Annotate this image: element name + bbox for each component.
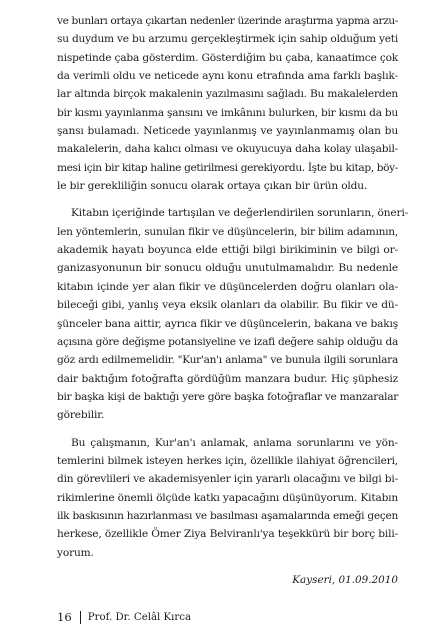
paragraph-3: [57, 434, 398, 562]
text-line: şansı bulamadı. Neticede yayınlanmış ve yayınlanmamış olan bu: [57, 125, 398, 138]
text-line: herkese, özellikle Ömer Ziya Belviranlı'ya teşekkürü bir borç bili-: [57, 528, 398, 541]
text-line: ve bunları ortaya çıkartan nedenler üzerinde araştırma yapma arzu-: [57, 15, 398, 27]
text-line: şünceler bana aittir, ayrıca fikir ve düşüncelerin, bakana ve bakış: [57, 317, 398, 330]
text-line: din görevlileri ve akademisyenler için yararlı olacağını ve bilgi bi-: [57, 473, 398, 486]
text-line: lar altında birçok makalenin yazılmasını sağladı. Bu makalelerden: [57, 88, 398, 101]
text-line: len yöntemlerin, sunulan fikir ve düşüncelerin, bir bilim adamının,: [57, 225, 398, 238]
text-line: Bu çalışmanın, Kur'an'ı anlamak, anlama sorunlarını ve yön-: [71, 436, 398, 449]
text-line: Kitabın içeriğinde tartışılan ve değerlendirilen sorunların, öneri-: [71, 207, 409, 220]
text-line: makalelerin, daha kalıcı olması ve okuyucuya daha kolay ulaşabil-: [57, 143, 398, 156]
text-line: mesi için bir kitap haline getirilmesi gerekiyordu. İşte bu kitap, böy-: [57, 161, 398, 174]
place-date-signature: Kayseri, 01.09.2010: [292, 573, 398, 586]
text-line: açısına göre değişme potansiyeline ve izafi değere sahip olduğu da: [57, 335, 398, 348]
footer-divider: [80, 611, 81, 624]
text-line: da verimli oldu ve neticede aynı konu etrafında ama farklı başlık-: [57, 70, 398, 83]
paragraph-1: [57, 12, 398, 195]
text-line: bir kısmı yayınlanma şansını ve imkânını bulurken, bir kısmı da bu: [57, 106, 398, 119]
page-footer: [57, 610, 191, 624]
page-body: [57, 12, 409, 588]
page-number: 16: [57, 610, 72, 624]
paragraph-2: [57, 204, 409, 424]
text-line: bileceği gibi, yanlış veya eksik olanları da olabilir. Bu fikir ve dü-: [57, 299, 398, 312]
text-line: ilk baskısının hazırlanması ve basılması aşamalarında emeği geçen: [57, 509, 398, 522]
text-line: le bir gerekliliğin sonucu olarak ortaya çıkan bir ürün oldu.: [57, 180, 368, 193]
text-line: görebilir.: [57, 409, 105, 422]
text-line: göz ardı edilmemelidir. "Kur'an'ı anlama" ve bunula ilgili sorunlara: [57, 354, 398, 367]
text-line: kitabın içinde yer alan fikir ve düşüncelerden doğru olanları ola-: [57, 280, 398, 293]
text-line: bir başka kişi de baktığı yere göre başka fotoğraflar ve manzaralar: [57, 390, 398, 403]
text-line: ganizasyonunun bir sonucu olduğu unutulmamalıdır. Bu nedenle: [57, 262, 398, 275]
text-line: temlerini bilmek isteyen herkes için, özellikle ilahiyat öğrencileri,: [57, 454, 398, 467]
text-line: rikimlerine önemli ölçüde katkı yapacağını düşünüyorum. Kitabın: [57, 491, 398, 504]
text-line: su duydum ve bu arzumu gerçekleştirmek için sahip olduğum yeti: [57, 33, 398, 46]
text-line: nispetinde çaba gösterdim. Gösterdiğim bu çaba, kanaatimce çok: [57, 51, 398, 64]
text-line: akademik hayatı boyunca elde ettiği bilgi birikiminin ve bilgi or-: [57, 244, 398, 257]
text-line: yorum.: [57, 546, 94, 559]
running-footer-author: Prof. Dr. Celâl Kırca: [87, 611, 192, 623]
text-line: dair baktığım fotoğrafta gördüğüm manzara budur. Hiç şüphesiz: [57, 372, 398, 385]
